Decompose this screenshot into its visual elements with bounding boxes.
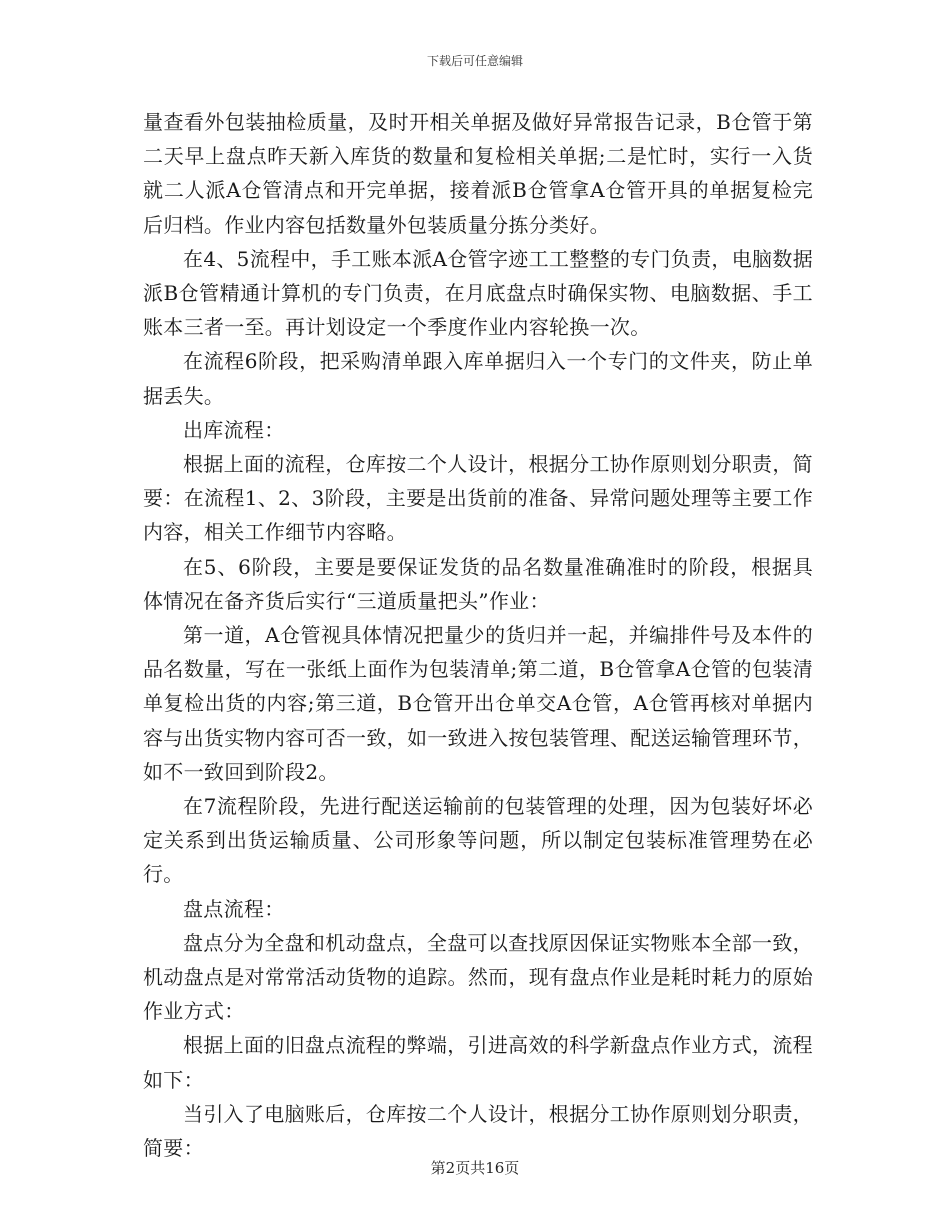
document-body — [143, 105, 813, 1165]
paragraph: 当引入了电脑账后，仓库按二个人设计，根据分工协作原则划分职责，简要： — [143, 1101, 813, 1161]
paragraph: 在5、6阶段，主要是要保证发货的品名数量准确准时的阶段，根据具体情况在备齐货后实行“三道质量把头”作业： — [143, 554, 813, 613]
paragraph: 在4、5流程中，手工账本派A仓管字迹工工整整的专门负责，电脑数据派B仓管精通计算机的专门负责，在月底盘点时确保实物、电脑数据、手工账本三者一至。再计划设定一个季度作业内容轮换一次。 — [143, 246, 813, 340]
paragraph: 盘点分为全盘和机动盘点，全盘可以查找原因保证实物账本全部一致，机动盘点是对常常活动货物的追踪。然而，现有盘点作业是耗时耗力的原始作业方式： — [143, 930, 813, 1024]
paragraph: 在流程6阶段，把采购清单跟入库单据归入一个专门的文件夹，防止单据丢失。 — [143, 349, 813, 408]
paragraph: 出库流程： — [183, 417, 285, 442]
page-header: 下载后可任意编辑 — [426, 54, 523, 68]
paragraph: 根据上面的旧盘点流程的弊端，引进高效的科学新盘点作业方式，流程如下： — [143, 1033, 813, 1092]
paragraph: 根据上面的流程，仓库按二个人设计，根据分工协作原则划分职责，简要：在流程1、2、3阶段，主要是出货前的准备、异常问题处理等主要工作内容，相关工作细节内容略。 — [143, 452, 813, 545]
page-footer: 第2页共16页 — [430, 1159, 520, 1177]
paragraph: 第一道，A仓管视具体情况把量少的货归并一起，并编排件号及本件的品名数量，写在一张纸上面作为包装清单;第二道，B仓管拿A仓管的包装清单复检出货的内容;第三道，B仓管开出仓单交A仓管，A仓管再核对单据内容与出货实物内容可否一致，如一致进入按包装管理、配送运输管理环节，如不一致回到阶段2。 — [143, 623, 813, 784]
paragraph: 量查看外包装抽检质量，及时开相关单据及做好异常报告记录，B仓管于第二天早上盘点昨天新入库货的数量和复检相关单据;二是忙时，实行一入货就二人派A仓管清点和开完单据，接着派B仓管拿A仓管开具的单据复检完后归档。作业内容包括数量外包装质量分拣分类好。 — [143, 110, 813, 237]
paragraph: 在7流程阶段，先进行配送运输前的包装管理的处理，因为包装好坏必定关系到出货运输质量、公司形象等问题，所以制定包装标准管理势在必行。 — [143, 794, 813, 887]
paragraph: 盘点流程： — [183, 896, 285, 921]
